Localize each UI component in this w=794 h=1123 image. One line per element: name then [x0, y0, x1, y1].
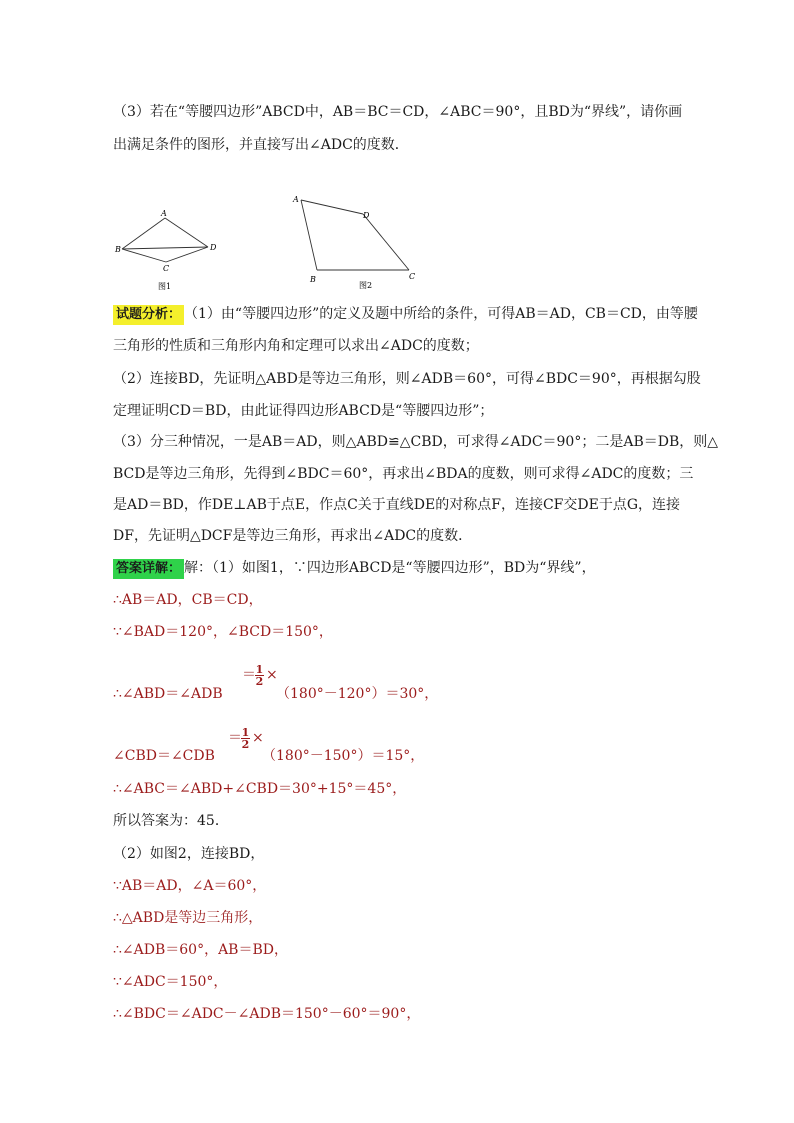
- fig2-label-a: A: [293, 195, 299, 204]
- answer-line-12: ∴∠BDC＝∠ADC－∠ADB＝150°－60°＝90°，: [113, 1006, 421, 1022]
- answer-line-5: ∴∠ABC＝∠ABD+∠CBD＝30°+15°＝45°，: [113, 781, 407, 797]
- analysis-line-7: 是AD＝BD，作DE⊥AB于点E，作点C关于直线DE的对称点F，连接CF交DE于点G，连接: [113, 497, 680, 513]
- problem-line-2: 出满足条件的图形，并直接写出∠ADC的度数．: [113, 137, 409, 153]
- answer-line-4-times: ×: [252, 730, 264, 746]
- fig1-caption: 图1: [158, 282, 172, 291]
- answer-first-text: 解：（1）如图1，∵四边形ABCD是“等腰四边形”，BD为“界线”，: [184, 560, 596, 576]
- answer-line-4-equals: ＝: [228, 730, 242, 746]
- answer-line-9: ∴△ABD是等边三角形，: [113, 910, 263, 926]
- answer-line-10: ∴∠ADB＝60°，AB＝BD，: [113, 942, 288, 958]
- analysis-tag: 试题分析：: [113, 305, 184, 325]
- answer-line-3d: （180°－120°）＝30°，: [276, 686, 439, 702]
- answer-line-11: ∵∠ADC＝150°，: [113, 974, 228, 990]
- answer-line-3-equals: ＝: [242, 667, 256, 683]
- fig2-caption: 图2: [359, 281, 373, 290]
- figure-1: [110, 205, 230, 295]
- answer-line-2: ∵∠BAD＝120°，∠BCD＝150°，: [113, 624, 333, 640]
- problem-line-1: （3）若在“等腰四边形”ABCD中，AB＝BC＝CD，∠ABC＝90°，且BD为“界线”，请你画: [113, 104, 683, 120]
- fraction-den-2: 2: [241, 738, 250, 751]
- answer-line-3-times: ×: [266, 667, 278, 683]
- analysis-line-6: BCD是等边三角形，先得到∠BDC＝60°，再求出∠BDA的度数，则可求得∠ADC的度数；三: [113, 466, 694, 482]
- answer-line-4d: （180°－150°）＝15°，: [262, 748, 425, 764]
- analysis-text-1: （1）由“等腰四边形”的定义及题中所给的条件，可得AB＝AD，CB＝CD，由等腰: [184, 306, 698, 322]
- answer-line-first: [113, 558, 596, 579]
- analysis-line-8: DF，先证明△DCF是等边三角形，再求出∠ADC的度数．: [113, 528, 473, 544]
- fig1-label-b: B: [115, 245, 121, 254]
- answer-line-6: 所以答案为：45．: [113, 813, 229, 829]
- fraction-half-2: [241, 727, 250, 750]
- analysis-line-4: 定理证明CD＝BD，由此证得四边形ABCD是“等腰四边形”；: [113, 403, 494, 419]
- fraction-den-1: 2: [255, 675, 264, 688]
- fig2-label-b: B: [310, 275, 316, 284]
- answer-tag: 答案详解：: [113, 559, 184, 579]
- fig1-label-d: D: [210, 243, 217, 252]
- analysis-line-1: [113, 304, 698, 325]
- analysis-line-2: 三角形的性质和三角形内角和定理可以求出∠ADC的度数；: [113, 338, 479, 354]
- answer-line-7: （2）如图2，连接BD，: [113, 846, 265, 862]
- fraction-num-2: 1: [241, 726, 250, 739]
- fig2-label-c: C: [409, 272, 416, 281]
- answer-line-8: ∵AB＝AD，∠A＝60°，: [113, 878, 267, 894]
- fraction-half-1: [255, 664, 264, 687]
- answer-line-3a: ∴∠ABD＝∠ADB: [113, 686, 223, 702]
- analysis-line-3: （2）连接BD，先证明△ABD是等边三角形，则∠ADB＝60°，可得∠BDC＝90°，再根据勾股: [113, 371, 701, 387]
- answer-line-1: ∴AB＝AD，CB＝CD，: [113, 592, 263, 608]
- fig2-label-d: D: [363, 211, 370, 220]
- fig1-label-a: A: [161, 209, 167, 218]
- analysis-line-5: （3）分三种情况，一是AB＝AD，则△ABD≌△CBD，可求得∠ADC＝90°；二是AB＝DB，则△: [113, 434, 719, 450]
- answer-line-4a: ∠CBD＝∠CDB: [113, 748, 215, 764]
- fig1-label-c: C: [163, 264, 170, 273]
- fraction-num-1: 1: [255, 663, 264, 676]
- figure-2: [285, 188, 425, 293]
